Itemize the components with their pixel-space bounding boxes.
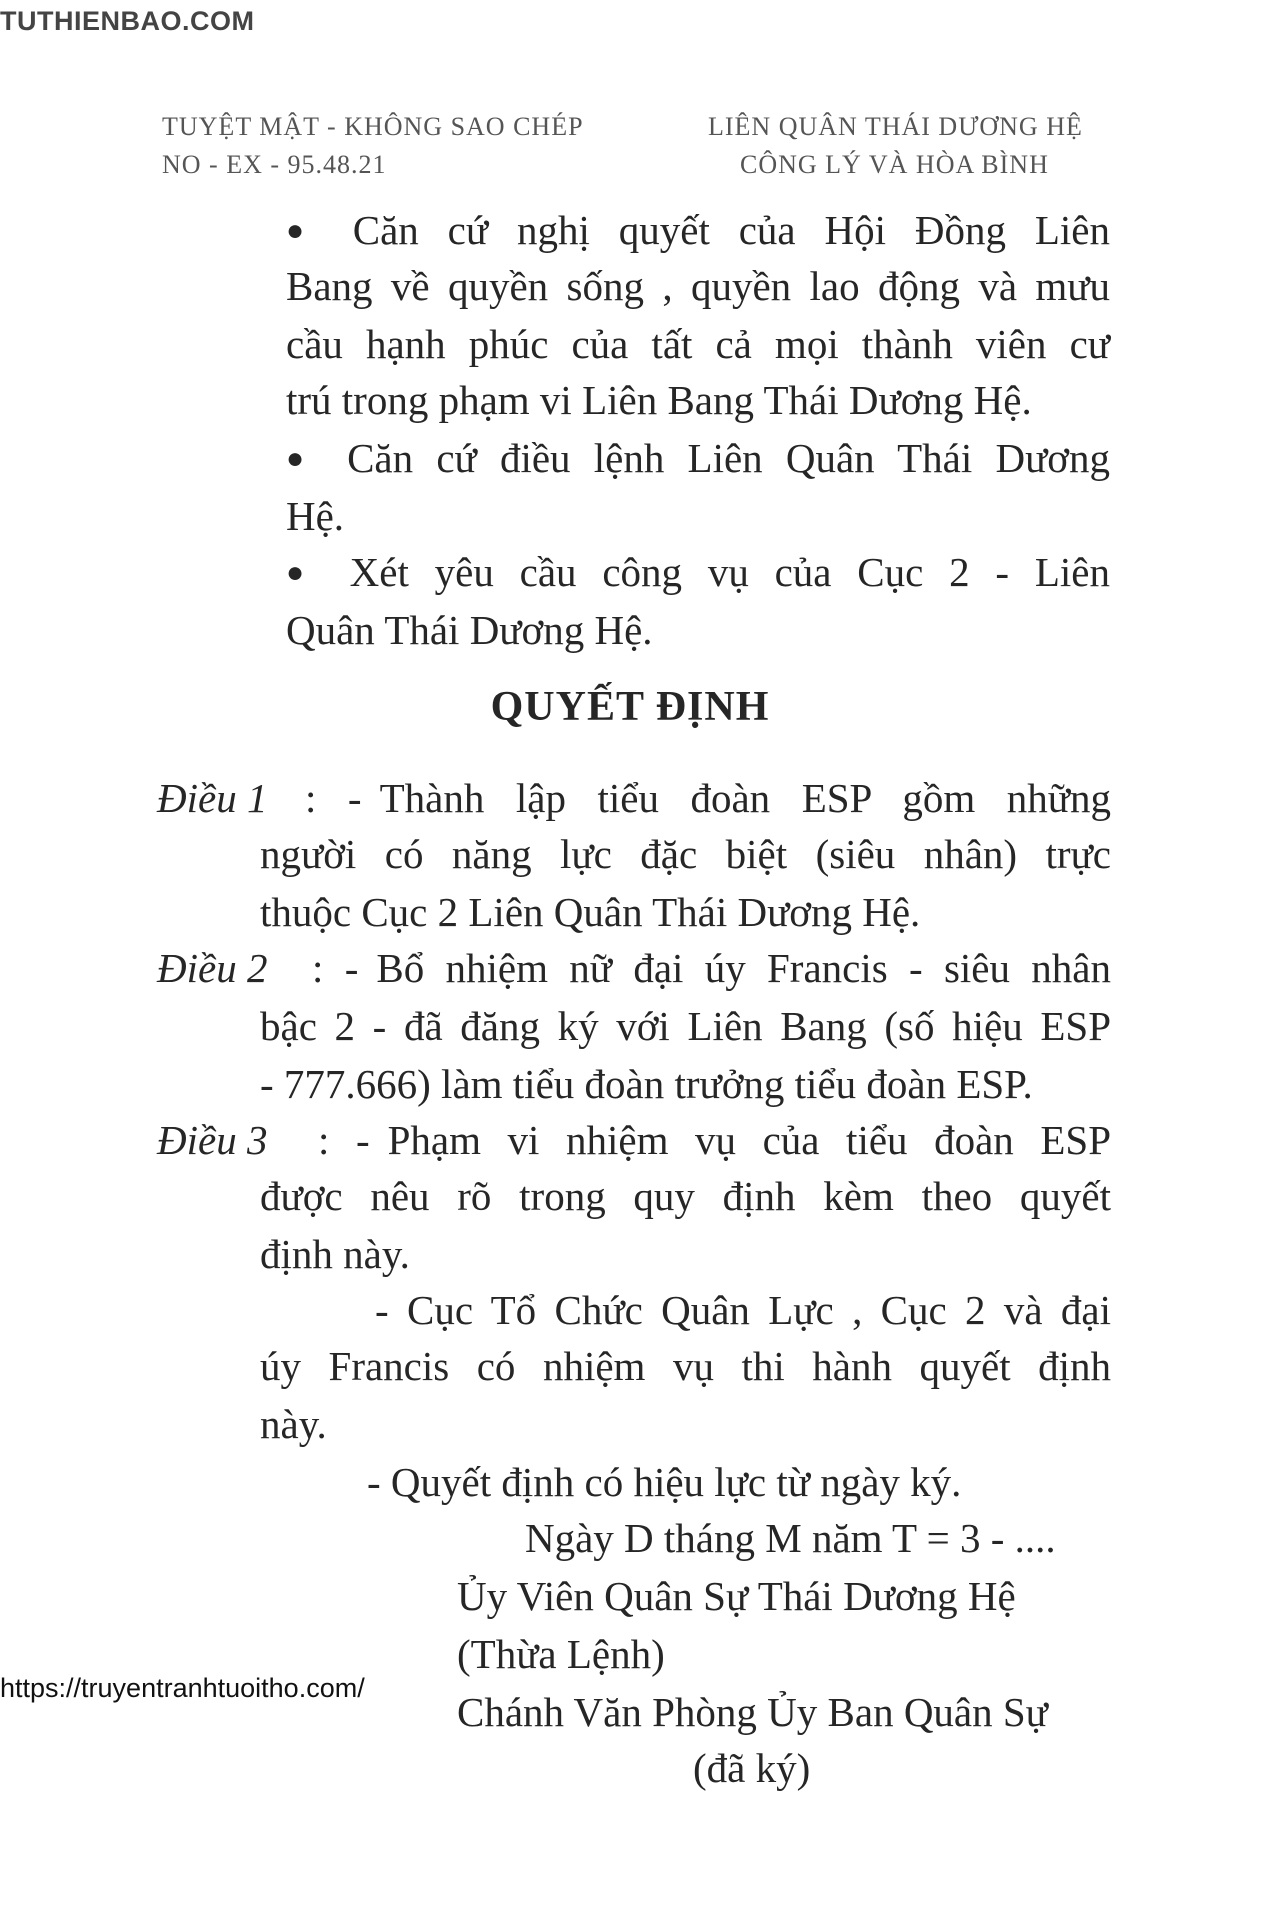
preamble-3-line-1: ● Xét yêu cầu công vụ của Cục 2 - Liên (286, 549, 1111, 595)
preamble-1-line-4: trú trong phạm vi Liên Bang Thái Dương Hệ. (286, 377, 1032, 423)
document-number: NO - EX - 95.48.21 (162, 150, 387, 179)
bullet-icon: ● (286, 442, 318, 475)
site-watermark: TUTHIENBAO.COM (0, 6, 255, 36)
article-3-sub1-line-1: - Cục Tổ Chức Quân Lực , Cục 2 và đại (375, 1287, 1111, 1333)
article-3-label: Điều 3 (157, 1117, 268, 1163)
preamble-1-line-1: ● Căn cứ nghị quyết của Hội Đồng Liên (286, 207, 1110, 253)
preamble-2-line-1: ● Căn cứ điều lệnh Liên Quân Thái Dương (286, 435, 1110, 481)
signature-signed: (đã ký) (693, 1745, 811, 1791)
article-3-line-3: định này. (260, 1231, 410, 1277)
article-3-sub1-line-3: này. (260, 1401, 327, 1447)
article-2-line-1: : - Bổ nhiệm nữ đại úy Francis - siêu nhân (312, 945, 1112, 991)
organization-header: LIÊN QUÂN THÁI DƯƠNG HỆ (708, 112, 1083, 141)
url-watermark: https://truyentranhtuoitho.com/ (0, 1673, 365, 1703)
article-1-line-1: : - Thành lập tiểu đoàn ESP gồm những (305, 775, 1112, 821)
decision-title: QUYẾT ĐỊNH (490, 684, 770, 730)
signature-title: Ủy Viên Quân Sự Thái Dương Hệ (457, 1573, 1016, 1619)
article-3-line-1: : - Phạm vi nhiệm vụ của tiểu đoàn ESP (318, 1117, 1112, 1163)
preamble-2-line-2: Hệ. (286, 493, 345, 539)
classification-header: TUYỆT MẬT - KHÔNG SAO CHÉP (162, 112, 584, 141)
article-2-line-3: - 777.666) làm tiểu đoàn trưởng tiểu đoàn ESP. (260, 1061, 1033, 1107)
article-3-line-2: được nêu rõ trong quy định kèm theo quyết (260, 1173, 1111, 1219)
bullet-icon: ● (286, 556, 320, 589)
article-2-line-2: bậc 2 - đã đăng ký với Liên Bang (số hiệu ESP (260, 1003, 1111, 1049)
preamble-1-line-2: Bang về quyền sống , quyền lao động và mưu (286, 263, 1110, 309)
signature-office: Chánh Văn Phòng Ủy Ban Quân Sự (457, 1689, 1048, 1735)
organization-motto: CÔNG LÝ VÀ HÒA BÌNH (740, 150, 1049, 179)
article-1-line-2: người có năng lực đặc biệt (siêu nhân) trực (260, 831, 1111, 877)
signature-date: Ngày D tháng M năm T = 3 - .... (525, 1515, 1056, 1561)
signature-authority: (Thừa Lệnh) (457, 1631, 665, 1677)
article-3-sub1-line-2: úy Francis có nhiệm vụ thi hành quyết định (260, 1343, 1111, 1389)
bullet-icon: ● (286, 214, 323, 247)
article-2-label: Điều 2 (157, 945, 268, 991)
article-1-label: Điều 1 (157, 775, 268, 821)
article-1-line-3: thuộc Cục 2 Liên Quân Thái Dương Hệ. (260, 889, 921, 935)
article-3-sub2: - Quyết định có hiệu lực từ ngày ký. (367, 1459, 962, 1505)
preamble-1-line-3: cầu hạnh phúc của tất cả mọi thành viên cư (286, 321, 1110, 367)
preamble-3-line-2: Quân Thái Dương Hệ. (286, 607, 653, 653)
